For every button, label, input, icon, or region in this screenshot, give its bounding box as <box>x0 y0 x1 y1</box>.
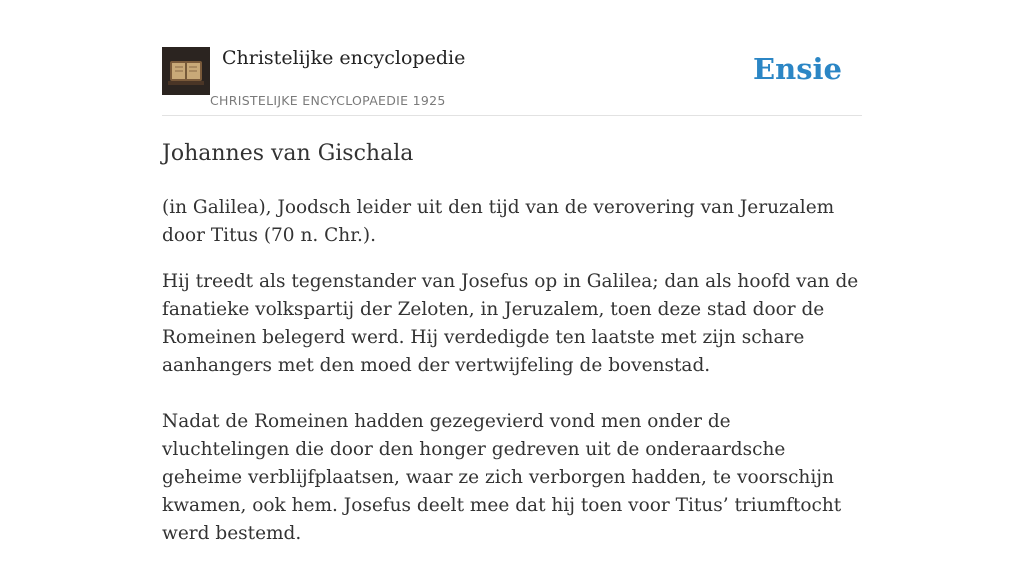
site-name[interactable]: Christelijke encyclopedie <box>222 47 466 69</box>
article-paragraph: (in Galilea), Joodsch leider uit den tijd van de verovering van Jeruzalem door Titus (70 n. Chr.). <box>162 197 835 246</box>
site-header <box>162 46 862 116</box>
article-paragraph: Nadat de Romeinen hadden gezegevierd vond men onder de vluchtelingen die door den honger gedreven uit de onderaardsche geheime verblijfplaatsen, waar ze zich verborgen hadden, te voorschijn kwamen, ook hem. Josefus deelt mee dat hij toen voor Titus’ triumftocht werd bestemd. <box>162 411 842 544</box>
site-subtitle[interactable]: CHRISTELIJKE ENCYCLOPAEDIE 1925 <box>210 93 446 108</box>
article-title: Johannes van Gischala <box>162 141 414 166</box>
article <box>162 136 862 566</box>
book-icon[interactable] <box>162 47 210 95</box>
article-paragraph: Hij treedt als tegenstander van Josefus op in Galilea; dan als hoofd van de fanatieke volkspartij der Zeloten, in Jeruzalem, toen deze stad door de Romeinen belegerd werd. Hij verdedigde ten laatste met zijn schare aanhangers met den moed der vertwijfeling de bovenstad. <box>162 271 859 376</box>
brand-logo[interactable]: Ensie <box>753 52 842 86</box>
